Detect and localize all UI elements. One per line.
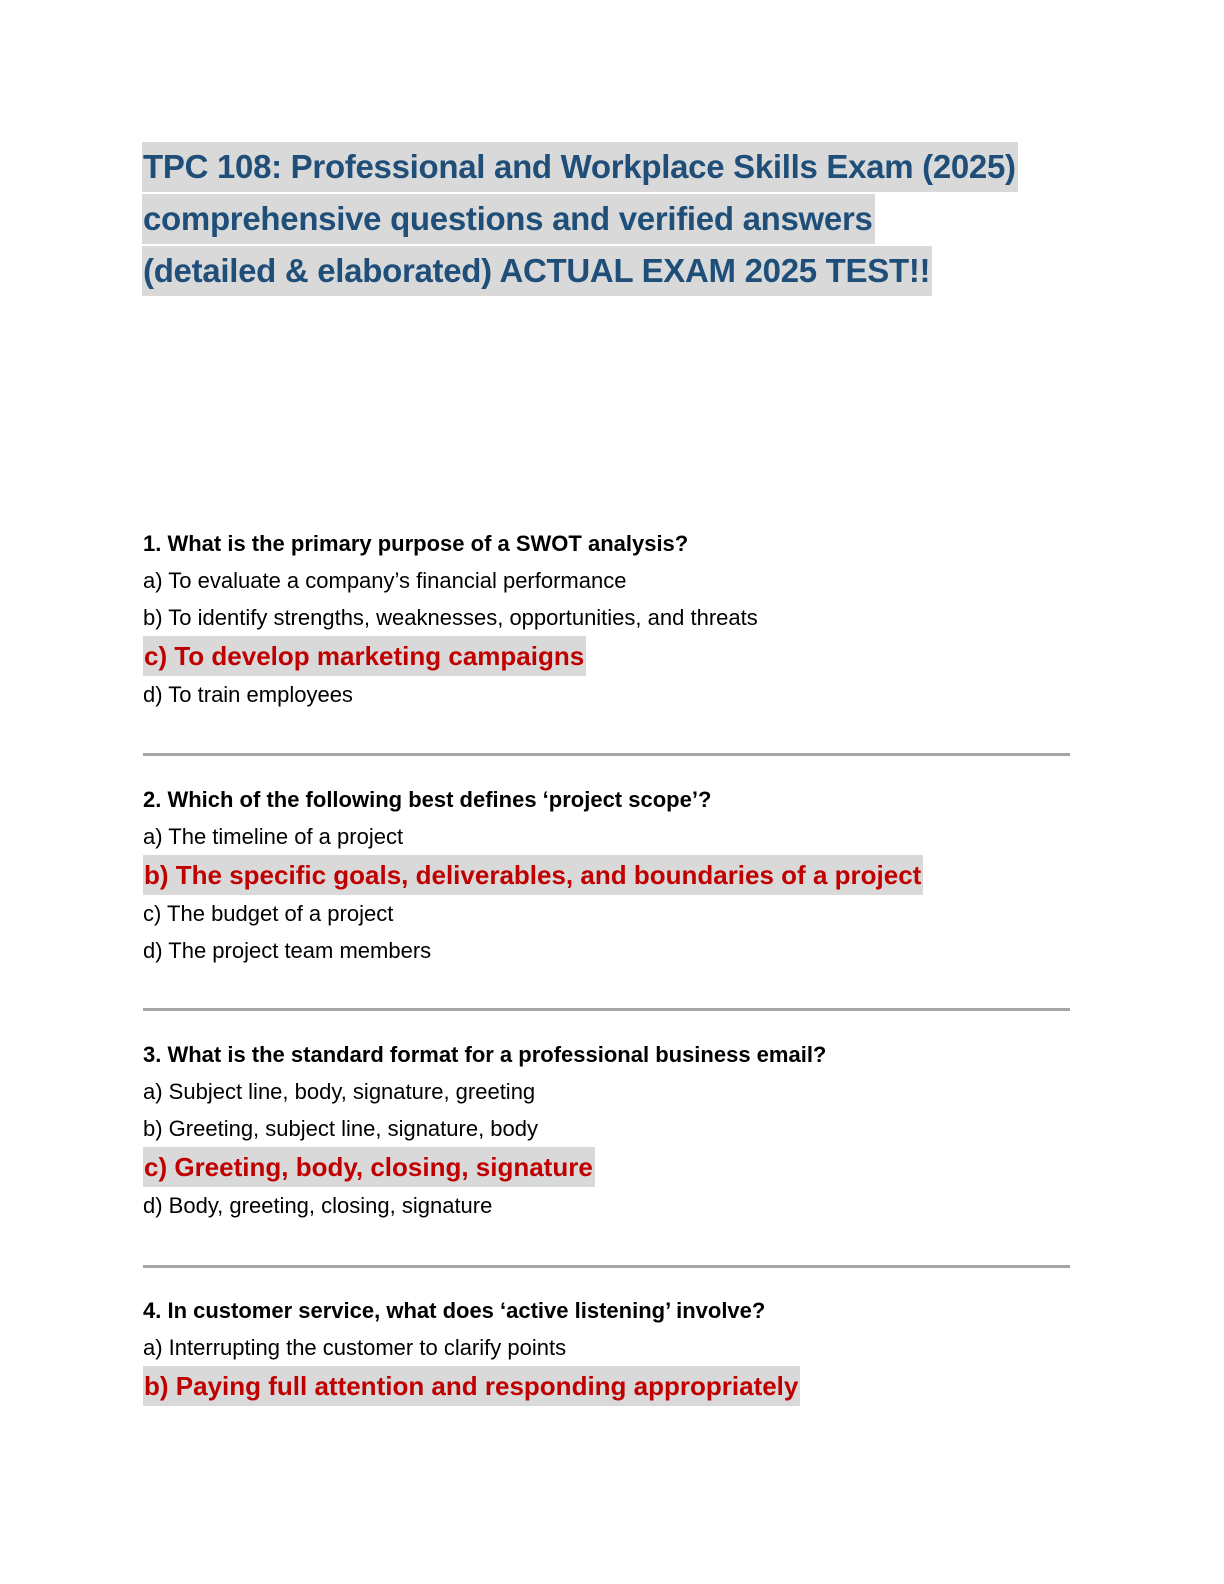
question-block-3 [143, 1037, 1073, 1224]
answer-option: b) Greeting, subject line, signature, body [143, 1116, 539, 1141]
answer-option: d) The project team members [143, 938, 432, 963]
question-text: 2. Which of the following best defines ‘project scope’? [143, 787, 712, 812]
correct-answer-option: b) The specific goals, deliverables, and boundaries of a project [143, 855, 923, 895]
answer-option: a) Subject line, body, signature, greeting [143, 1079, 536, 1104]
answer-option: a) To evaluate a company’s financial performance [143, 568, 627, 593]
answer-option: d) Body, greeting, closing, signature [143, 1193, 493, 1218]
question-text: 3. What is the standard format for a professional business email? [143, 1042, 827, 1067]
question-text: 4. In customer service, what does ‘active listening’ involve? [143, 1298, 766, 1323]
title-line-2: comprehensive questions and verified answers [142, 194, 875, 244]
title-line-1: TPC 108: Professional and Workplace Skills Exam (2025) [142, 142, 1018, 192]
question-block-4 [143, 1293, 1073, 1406]
question-block-2 [143, 782, 1073, 969]
question-divider [143, 1008, 1070, 1011]
question-block-1 [143, 526, 1073, 713]
correct-answer-option: c) To develop marketing campaigns [143, 636, 586, 676]
answer-option: d) To train employees [143, 682, 353, 707]
title-line-3: (detailed & elaborated) ACTUAL EXAM 2025 TEST!! [142, 246, 932, 296]
question-divider [143, 1265, 1070, 1268]
correct-answer-option: b) Paying full attention and responding appropriately [143, 1366, 800, 1406]
correct-answer-option: c) Greeting, body, closing, signature [143, 1147, 595, 1187]
question-text: 1. What is the primary purpose of a SWOT analysis? [143, 531, 689, 556]
question-divider [143, 753, 1070, 756]
answer-option: c) The budget of a project [143, 901, 394, 926]
answer-option: b) To identify strengths, weaknesses, opportunities, and threats [143, 605, 758, 630]
answer-option: a) Interrupting the customer to clarify points [143, 1335, 567, 1360]
answer-option: a) The timeline of a project [143, 824, 404, 849]
document-title [142, 142, 1082, 298]
